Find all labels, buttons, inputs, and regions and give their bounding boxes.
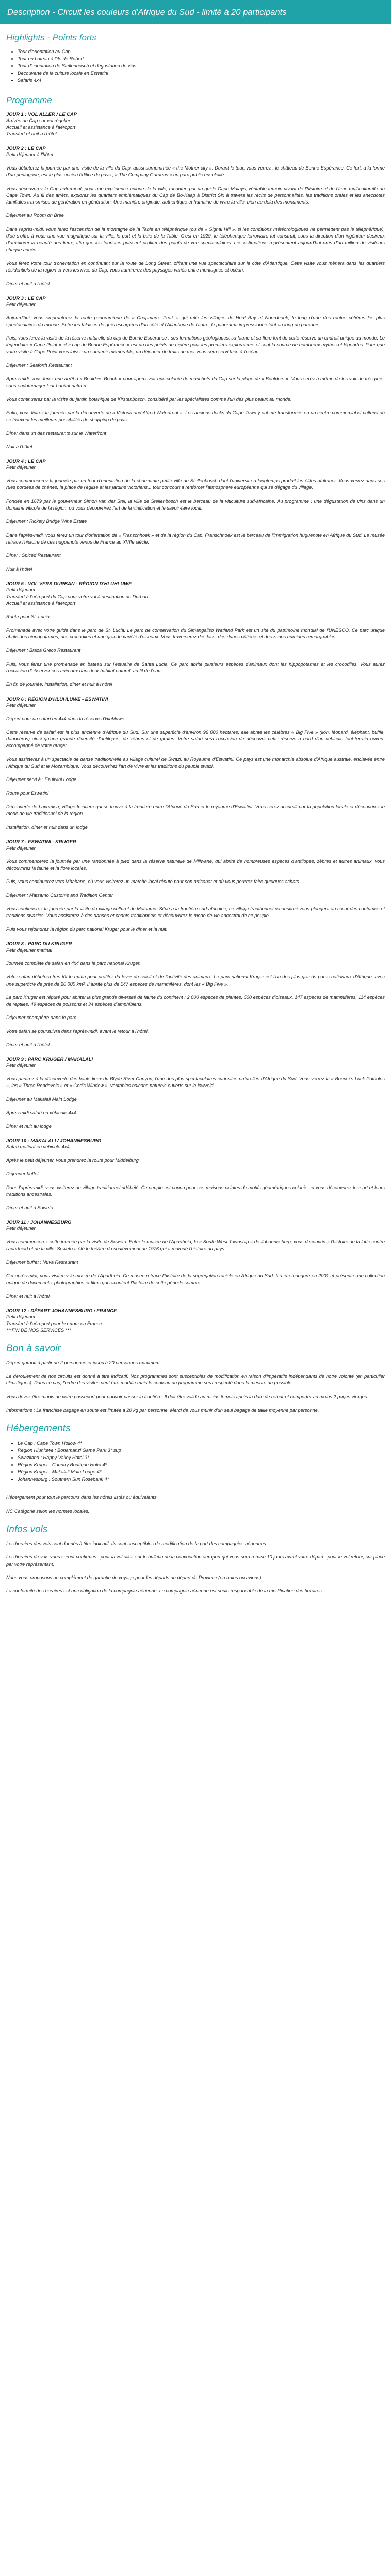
day-subline: Petit déjeuner [6,702,36,708]
highlight-item: • Tour d'orientation de Stellenbosch et dégustation de vins [18,62,385,70]
day-title: JOUR 10 : MAKALALI / JOHANNESBURG [6,1138,101,1144]
highlight-item: • Safaris 4x4 [18,77,385,84]
day-body [6,960,385,1035]
day-meal: Dîner et nuit à Soweto [6,1205,53,1211]
page-title: Description - Circuit les couleurs d'Afrique du Sud - limité à 20 participants [0,0,391,24]
infos-vols-paragraph: Les horaires de vols vous seront confirmés : pour la vol aller, sur le bulletin de la convocation aéroport qui vous sera remise 10 jours avant votre départ ; pour le vol retour, sur place par votre représentant. [6,1554,385,1567]
day-paragraph: Fondée en 1679 par le gouverneur Simon van der Stel, la ville de Stellenbosch est le berceau de la viticulture sud-africaine. Au programme : une dégustation de vins dans un domaine viticole de la région, où vous découvrirez l'art de la vinification et le savoir-faire local. [6,498,385,511]
hebergements-note: Hébergement pour tout le parcours dans les hôtels listés ou équivalents. [6,1495,158,1500]
day-block [6,111,385,138]
day-paragraph: Vous assisterez à un spectacle de danse traditionnelle au village culturel de Swazi, au Royaume d'Eswatini. Ce pays est une monarchie absolue d'Afrique australe, enclavée entre l'Afrique du Sud et le Mozambique. Vous découvrirez l'art de vivre et les traditions du peuple swazi. [6,756,385,769]
day-block [6,1137,385,1211]
day-title: JOUR 3 : LE CAP [6,295,46,301]
infos-vols [6,1540,385,1595]
day-paragraph: Vous découvrirez le Cap autrement, pour une expérience unique de la ville, racontée par un guide Cape Malays, véritable témoin vivant de l'histoire et de l'âme multiculturelle du Cape Town. Au fil des arrêts, explorez les quartiers emblématiques du Cap de Bo-Kaap à District Six à travers les récits de personnalités, les traditions orales et les anecdotes familiales transmises de génération en génération. Une manière originale, authentique et humaine de vivre la ville, bien au-delà des monuments. [6,185,385,205]
bon-a-savoir [6,1360,385,1414]
day-title: JOUR 1 : VOL ALLER / LE CAP [6,111,77,117]
programme-title: Programme [6,95,52,105]
day-paragraph: Après le petit déjeuner, vous prendrez la route pour Middelburg [6,1158,139,1163]
day-subline: Petit déjeuner [6,301,36,307]
day-subline: Transfert à l'aéroport du Cap pour votre vol à destination de Durban. [6,594,150,599]
day-paragraph: Déjeuner champêtre dans le parc [6,1015,76,1021]
day-paragraph: Votre safari se poursuivra dans l'après-midi, avant le retour à l'hôtel. [6,1028,149,1034]
day-paragraph: Après-midi, vous ferez une arrêt à « Boulders Beach » pour apercevoir une colonie de manchots du Cap sur la plage de « Boulders ». Vous serez à même de les voir de très près, sans endommager leur habitat naturel. [6,376,385,388]
hebergement-item: • Région Kruger : Country Boutique Hotel 4* [18,1461,385,1468]
day-paragraph: Déjeuner : Seaforth Restaurant [6,363,72,368]
day-body [6,614,385,688]
day-block [6,838,385,933]
hebergements-note2: NC Catégorie selon les normes locales. [6,1508,90,1514]
day-paragraph: En fin de journée, installation, dîner et nuit à l'hôtel [6,682,112,687]
day-paragraph: Journée complète de safari en 4x4 dans le parc national Kruger. [6,960,141,966]
day-body [6,1076,385,1116]
day-subline: Transfert à l'aéroport pour le retour en France [6,1320,102,1326]
day-paragraph: Promenade avec votre guide dans le parc de St. Lucia. Le parc de conservation du Simangaliso Wetland Park est un site du patrimoine mondial de l'UNESCO. Ce parc unique abrite des hippopotames, des crocodiles et une grande variété d'oiseaux. Vous traverserez des lacs, des dunes côtières et des zones humides remarquables. [6,627,385,640]
day-paragraph: Puis vous rejoindrez la région du parc national Kruger pour le dîner et la nuit. [6,926,168,932]
day-title: JOUR 12 : DÉPART JOHANNESBURG / FRANCE [6,1307,117,1313]
day-meal: Nuit à l'hôtel [6,444,32,450]
day-subline: Petit déjeuner [6,587,36,592]
day-block [6,295,385,451]
day-meal: Dîner et nuit à l'hôtel [6,1042,50,1047]
day-title: JOUR 9 : PARC KRUGER / MAKALALI [6,1056,93,1062]
day-paragraph: Installation, dîner et nuit dans un lodge [6,824,88,830]
day-meal: ***FIN DE NOS SERVICES *** [6,1327,71,1333]
day-subline: Safari matinal en véhicule 4x4 [6,1144,70,1150]
day-paragraph: Vous continuerez par la visite du jardin botanique de Kirstenbosch, considéré par les spécialistes comme l'un des plus beaux au monde. [6,396,292,402]
day-meal: Dîner et nuit à l'hôtel [6,1293,50,1299]
day-title: JOUR 4 : LE CAP [6,458,46,464]
content [0,24,391,1595]
day-subline: Petit déjeuner [6,1226,36,1231]
day-paragraph: Déjeuner : Rickety Bridge Wine Estate [6,519,87,524]
programme [6,111,385,1334]
day-paragraph: Le parc Kruger est réputé pour abriter la plus grande diversité de faune du continent : 2 000 espèces de plantes, 500 espèces d'oiseaux, 147 espèces de mammifères, 114 espèces de reptiles, 49 espèces de poissons et 34 espèces d'amphibiens. [6,994,385,1007]
day-paragraph: Route pour Eswatini [6,790,49,796]
hebergement-item: • Région Hluhluwe : Bonamanzi Game Park 3* sup [18,1447,385,1454]
day-body [6,716,385,831]
day-paragraph: Vous ferez votre tour d'orientation en continuant sur la route de Long Street, offrant une vue spectaculaire sur la côte d'Atlantique. Cette visite vous mènera dans les quartiers résidentiels de la région et vers les rives du Cap, vous admirerez des paysages variés entre montagnes et océan. [6,260,385,273]
highlight-item: • Tour en bateau à l'île de Robert [18,55,385,62]
day-paragraph: Déjeuner servi à : Ezulwini Lodge [6,777,77,783]
day-subline: Accueil et assistance à l'aéroport [6,600,76,606]
day-body [6,165,385,274]
day-paragraph: Déjeuner buffet : Nuva Restaurant [6,1259,78,1265]
day-block [6,1218,385,1299]
day-paragraph: Cette réserve de safari est la plus ancienne d'Afrique du Sud. Sur une superficie d'environ 96 000 hectares, elle abrite les célèbres « Big Five » (lion, léopard, éléphant, buffle, rhinocéros) ainsi qu'une grande diversité d'antilopes, de zèbres et de girafes. Votre safari sera l'occasion de découvrir cette réserve à bord d'un véhicule tout-terrain ouvert, accompagné de votre ranger. [6,729,385,749]
day-subline: Petit déjeuner [6,1314,36,1319]
highlight-item: • Découverte de la culture locale en Eswatini [18,70,385,77]
day-paragraph: Déjeuner : Braza Greco Restaurant [6,648,81,653]
bon-a-savoir-paragraph: Vous devez être munis de votre passeport pour pouvoir passer la frontière. Il doit être valide au moins 6 mois après la date de retour et comporter au moins 2 pages vierges. [6,1394,368,1399]
day-title: JOUR 8 : PARC DU KRUGER [6,940,72,946]
day-paragraph: Route pour St. Lucia [6,614,50,619]
infos-vols-paragraph: La conformité des horaires est une obligation de la compagnie aérienne. La compagnie aérienne est seule responsable de la modification des horaires. [6,1588,323,1594]
day-paragraph: Dans l'après-midi, vous ferez l'ascension de la montagne de la Table en téléphérique (ou de « Signal Hill », si les conditions météorologiques ne permettent pas le téléphérique), d'où s'offre à vous une vue magnifique sur la ville, le port et la baie de la Table. C'est en 1929, le téléphérique ferroviaire fut construit, sous la direction d'un ingénieur désireux d'améliorer la beauté des lieux, afin que les touristes puissent profiter des points de vue spectaculaires. Les estimations représentent aujourd'hui près d'un million de visiteurs chaque année. [6,226,385,252]
day-subline: Petit déjeuner [6,845,36,851]
highlights-list [6,48,385,84]
day-paragraph: Déjeuner au Makalali Main Lodge [6,1096,77,1102]
day-block [6,696,385,831]
day-body [6,478,385,559]
bon-a-savoir-title: Bon à savoir [6,1343,61,1354]
day-block [6,1307,385,1334]
day-body [6,858,385,933]
day-subline: Transfert et nuit à l'hôtel [6,131,57,137]
day-paragraph: Vous partirez à la découverte des hauts lieux du Blyde River Canyon, l'une des plus spectaculaires curiosités naturelles d'Afrique du Sud. Vous verrez la « Bourke's Luck Potholes », les « Three Rondavels » et « God's Window », véritables balcons naturels ouverts sur le lowveld. [6,1076,385,1089]
day-paragraph: Découverte de Lavumisa, village frontière qui se trouve à la frontière entre l'Afrique du Sud et le royaume d'Eswatini. Vous serez accueilli par la population locale et découvrirez le mode de vie traditionnel de la région. [6,804,385,817]
day-paragraph: Vous commencerez cette journée par la visite de Soweto. Entre le musée de l'Apartheid, la « South West Township » de Johannesburg, vous découvrirez l'histoire de la lutte contre l'apartheid et de la ville. Soweto a été le théâtre du soulèvement de 1976 qui a marqué l'histoire du pays. [6,1239,385,1251]
day-paragraph: Déjeuner au Room on Bree [6,213,64,218]
day-block [6,940,385,1048]
hebergements-title: Hébergements [6,1423,71,1434]
hebergement-item: • Région Kruger : Makalali Main Lodge 4* [18,1468,385,1476]
bon-a-savoir-paragraph: Informations : La franchise bagage en soute est limitée à 20 kg par personne. Merci de vous munir d'un seul bagage de taille moyenne par personne. [6,1408,319,1413]
day-paragraph: Dîner dans un des restaurants sur le Waterfront [6,430,106,436]
day-subline: Petit déjeuner matinal [6,947,52,953]
day-paragraph: Dans l'après-midi, vous visiterez un village traditionnel ndébélé. Ce peuple est connu pour ses maisons peintes de motifs géométriques colorés, et vous découvrirez leur art et leurs traditions ancestrales. [6,1184,385,1197]
day-paragraph: Vous continuerez la journée par la visite du village culturel de Matsamo. Situé à la frontière sud-africaine, ce village traditionnel reconstitué vous plongera au cœur des coutumes et traditions swazies. Vous assisterez à des danses et chants traditionnels et découvrirez le mode de vie ancestral de ce peuple. [6,906,385,919]
infos-vols-title: Infos vols [6,1523,48,1535]
day-paragraph: Enfin, vous finirez la journée par la découverte du « Victoria and Alfred Waterfront ». Les anciens docks du Cape Town y ont été transformés en un centre commercial et culturel où se trouvent les meilleurs possibilités de shopping du pays. [6,410,385,422]
day-subline: Petit déjeuner à l'hôtel [6,152,53,157]
day-paragraph: Dans l'après-midi, vous ferez un tour d'orientation de « Franschhoek » et de la région du Cap. Franschhoek est le berceau de l'immigration huguenote en Afrique du Sud. Le musée retrace l'histoire de ces huguenots venus de France au XVIIe siècle. [6,532,385,545]
day-subline: Petit déjeuner [6,1063,36,1068]
day-paragraph: Aujourd'hui, vous emprunterez la route panoramique de « Chapman's Peak » qui relie les villages de Hout Bay et Noordhoek, le long d'une des routes côtières les plus spectaculaires du monde. Entre les falaises de grès escarpées d'un côté et l'Atlantique de l'autre, le panorama impressionne tout au long du parcours. [6,315,385,327]
day-title: JOUR 2 : LE CAP [6,145,46,151]
day-paragraph: Votre safari débutera très tôt le matin pour profiter du lever du soleil et de l'activité des animaux. Le parc national Kruger est l'un des plus grands parcs nationaux d'Afrique, avec une superficie de près de 20 000 km². Il abrite plus de 147 espèces de mammifères, dont les « Big Five ». [6,974,385,987]
day-block [6,145,385,287]
hebergement-item: • Johannesburg : Southern Sun Rosebank 4* [18,1476,385,1483]
day-paragraph: Dîner : Spiced Restaurant [6,553,61,558]
day-paragraph: Déjeuner : Matsamo Customs and Tradition Center [6,892,113,898]
bon-a-savoir-paragraph: Départ garanti à partir de 2 personnes et jusqu'à 20 personnes maximum. [6,1360,161,1365]
day-paragraph: Vous commencerez la journée par une randonnée à pied dans la réserve naturelle de Mlilwane, qui abrite de nombreuses espèces d'antilopes, zèbres et autres animaux, vous découvrirez la faune et la flore locales. [6,858,385,871]
day-subline: Petit déjeuner [6,465,36,470]
day-body [6,315,385,437]
day-paragraph: Puis, vous ferez une promenade en bateau sur l'estuaire de Santa Lucia. Ce parc abrite plusieurs espèces d'animaux dont les hippopotames et les crocodiles. Vous aurez l'occasion d'observer ces animaux dans leur habitat naturel, au fil de l'eau. [6,661,385,673]
day-paragraph: Vous débuterez la journée par une visite de la ville du Cap, aussi surnommée « the Mother city ». Durant le tour, vous verrez : le château de Bonne Espérance. Ce fort, à la forme d'un pentagone, est le plus ancien édifice du pays ; « The Company Gardens » un parc public ensoleillé. [6,165,385,178]
highlights-title: Highlights - Points forts [6,32,96,42]
hebergement-item: • Swaziland : Happy Valley Hotel 3* [18,1454,385,1461]
day-paragraph: Cet après-midi, vous visiterez le musée de l'Apartheid. Ce musée retrace l'histoire de la ségrégation raciale en Afrique du Sud. Il a été inauguré en 2001 et présente une collection unique de documents, photographies et films qui racontent l'histoire de cette période sombre. [6,1273,385,1285]
day-subline: Accueil et assistance à l'aéroport [6,125,76,130]
day-paragraph: Déjeuner buffet [6,1171,39,1177]
day-body [6,1239,385,1286]
day-title: JOUR 5 : VOL VERS DURBAN - RÉGION D'HLUHLUWE [6,580,132,586]
day-block [6,580,385,688]
infos-vols-paragraph: Nous vous proposons un complément de garantie de voyage pour les départs au départ de Province (en trains ou avions). [6,1574,263,1580]
day-paragraph: Puis, vous continuerez vers Mbabane, où vous visiterez un marché local réputé pour son artisanat et où vous pourrez faire quelques achats. [6,879,300,885]
day-meal: Dîner et nuit au lodge [6,1124,52,1129]
day-block [6,1056,385,1130]
day-paragraph: Départ pour un safari en 4x4 dans la réserve d'Hluhluwe. [6,716,126,721]
day-title: JOUR 11 : JOHANNESBURG [6,1219,72,1225]
day-subline: Arrivée au Cap sur vol régulier. [6,118,72,123]
day-body [6,1157,385,1198]
highlight-item: • Tour d'orientation au Cap [18,48,385,55]
bon-a-savoir-paragraph: Le déroulement de nos circuits est donné à titre indicatif. Nos programmes sont susceptibles de modification en raison d'impératifs indépendants de notre volonté (en particulier climatiques). Dans ce cas, l'ordre des visites peut être modifié mais le contenu du programme sera respecté dans la mesure du possible. [6,1374,385,1386]
day-meal: Dîner et nuit à l'hôtel [6,281,50,286]
day-block [6,457,385,572]
day-paragraph: Puis, vous ferez la visite de la réserve naturelle du cap de Bonne Espérance : ses formations géologiques, sa faune et sa flore font de cette réserve un endroit unique au monde. Le légendaire « Cape Point » et « cap de Bonne Espérance » est un des points de repère pour les premiers explorateurs et sont la source de nombreux mythes et légendes. Pour que votre visite à Cape Point vous laisse un souvenir mémorable, un déjeuner de fruits de mer vous sera servi face à l'océan. [6,335,385,354]
day-paragraph: Vous commencerez la journée par un tour d'orientation de la charmante petite ville de Stellenbosch dont l'université a longtemps produit les élites afrikaner. Vous verrez dans ses rues bordées de chênes, la place de l'église et les jardins victoriens... tout concourt à renforcer l'atmosphère européenne qui se dégage du village. [6,478,385,490]
day-title: JOUR 6 : RÉGION D'HLUHLUWE - ESWATINI [6,696,108,702]
hebergements-list [6,1439,385,1483]
infos-vols-paragraph: Les horaires des vols sont donnés à titre indicatif. Ils sont susceptibles de modification de la part des compagnies aériennes. [6,1540,268,1546]
day-paragraph: Après-midi safari en véhicule 4x4 [6,1110,76,1115]
hebergement-item: • Le Cap : Cape Town Hollow 4* [18,1439,385,1447]
day-title: JOUR 7 : ESWATINI - KRUGER [6,838,76,844]
day-meal: Nuit à l'hôtel [6,566,32,572]
